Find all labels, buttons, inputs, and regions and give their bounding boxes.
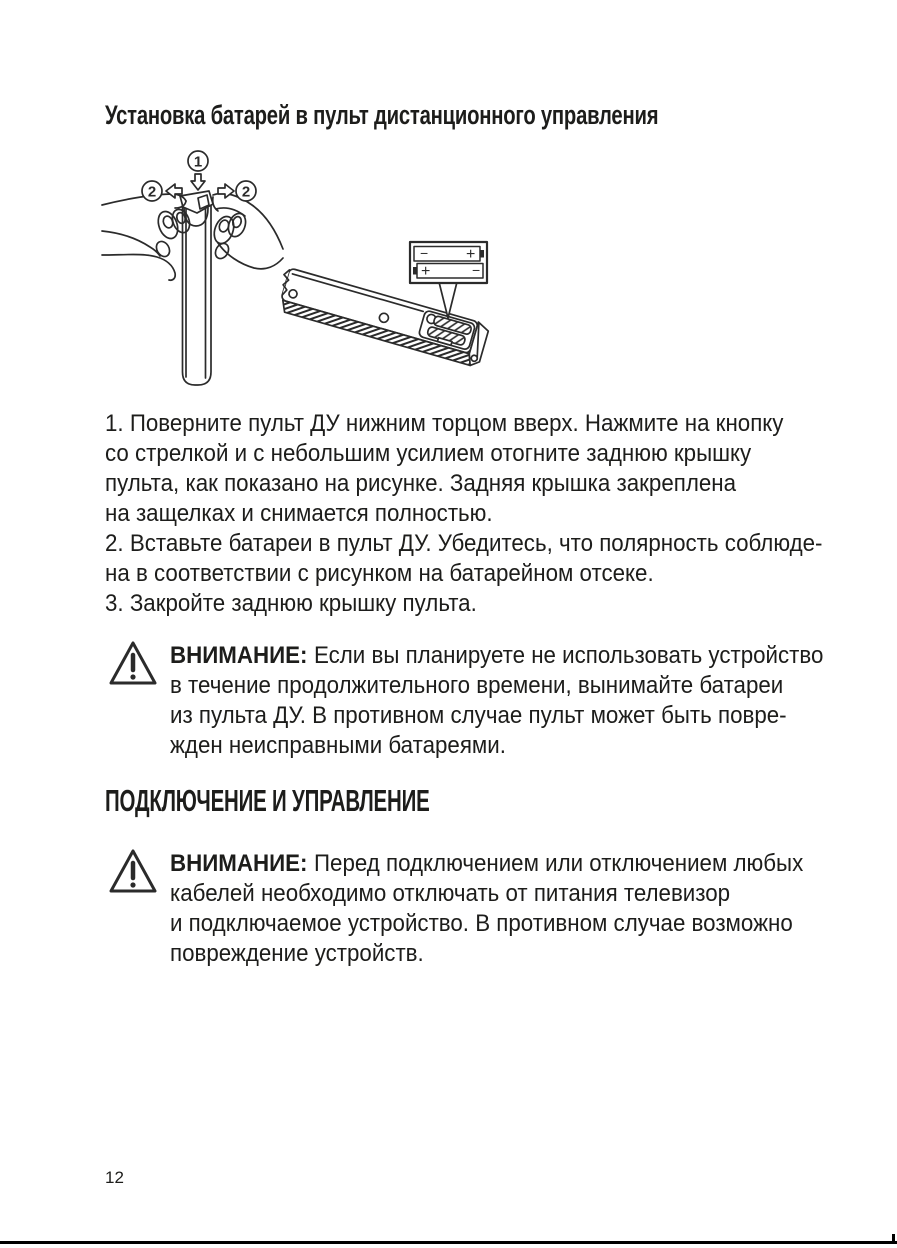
warning-line: и подключаемое устройство. В противном случае возможно	[170, 910, 793, 937]
instruction-line: 3. Закройте заднюю крышку пульта.	[105, 590, 477, 617]
figure-step-2-badge-left	[142, 181, 162, 201]
svg-text:2: 2	[147, 183, 157, 201]
instruction-line: со стрелкой и с небольшим усилием отогните заднюю крышку	[105, 440, 752, 467]
svg-text:2: 2	[241, 183, 251, 201]
battery-callout	[410, 242, 487, 283]
battery-section-title-text: Установка батарей в пульт дистанционного управления	[105, 100, 659, 130]
warning-line: из пульта ДУ. В противном случае пульт может быть повре-	[170, 702, 787, 729]
instruction-line: 2. Вставьте батареи в пульт ДУ. Убедитесь, что полярность соблюде-	[105, 530, 823, 557]
figure-step-2-badge-right	[236, 181, 256, 201]
warning-line: в течение продолжительного времени, вынимайте батареи	[170, 672, 784, 699]
warning-icon	[107, 847, 159, 897]
down-arrow-icon	[191, 174, 205, 190]
battery-top-polarity-right: +	[466, 246, 476, 263]
hand-left-drawing	[102, 194, 193, 280]
warning-line: кабелей необходимо отключать от питания телевизор	[170, 880, 731, 907]
figure-step-1-badge	[188, 151, 208, 171]
instruction-line: на в соответствии с рисунком на батарейном отсеке.	[105, 560, 654, 587]
battery-installation-figure	[100, 145, 570, 400]
page-bottom-edge-notch	[892, 1234, 895, 1242]
right-arrow-icon	[218, 184, 234, 198]
warning-line: ВНИМАНИЕ: Перед подключением или отключением любых	[170, 850, 804, 877]
battery-warning-text	[170, 641, 870, 761]
battery-bottom-polarity-left: +	[421, 263, 431, 280]
battery-section-title	[105, 100, 843, 131]
warning-line: ВНИМАНИЕ: Если вы планируете не использовать устройство	[170, 642, 824, 669]
warning-label: ВНИМАНИЕ:	[170, 850, 308, 877]
instruction-line: 1. Поверните пульт ДУ нижним торцом вверх. Нажмите на кнопку	[105, 410, 784, 437]
connection-section-title	[105, 783, 597, 819]
warning-label: ВНИМАНИЕ:	[170, 642, 308, 669]
page-number: 12	[105, 1168, 124, 1187]
svg-text:1: 1	[193, 153, 203, 171]
battery-bottom-polarity-right: −	[472, 262, 481, 278]
warning-line: повреждение устройств.	[170, 940, 424, 967]
battery-top-polarity-left: −	[420, 245, 429, 261]
battery-instructions	[105, 409, 876, 619]
instruction-line: на защелках и снимается полностью.	[105, 500, 493, 527]
instruction-line: пульта, как показано на рисунке. Задняя крышка закреплена	[105, 470, 737, 497]
connection-section-title-text: ПОДКЛЮЧЕНИЕ И УПРАВЛЕНИЕ	[105, 783, 430, 818]
warning-line: жден неисправными батареями.	[170, 732, 506, 759]
warning-icon	[107, 639, 159, 689]
page-bottom-edge	[0, 1241, 897, 1244]
connection-warning-text	[170, 849, 870, 969]
hand-right-drawing	[211, 193, 283, 268]
